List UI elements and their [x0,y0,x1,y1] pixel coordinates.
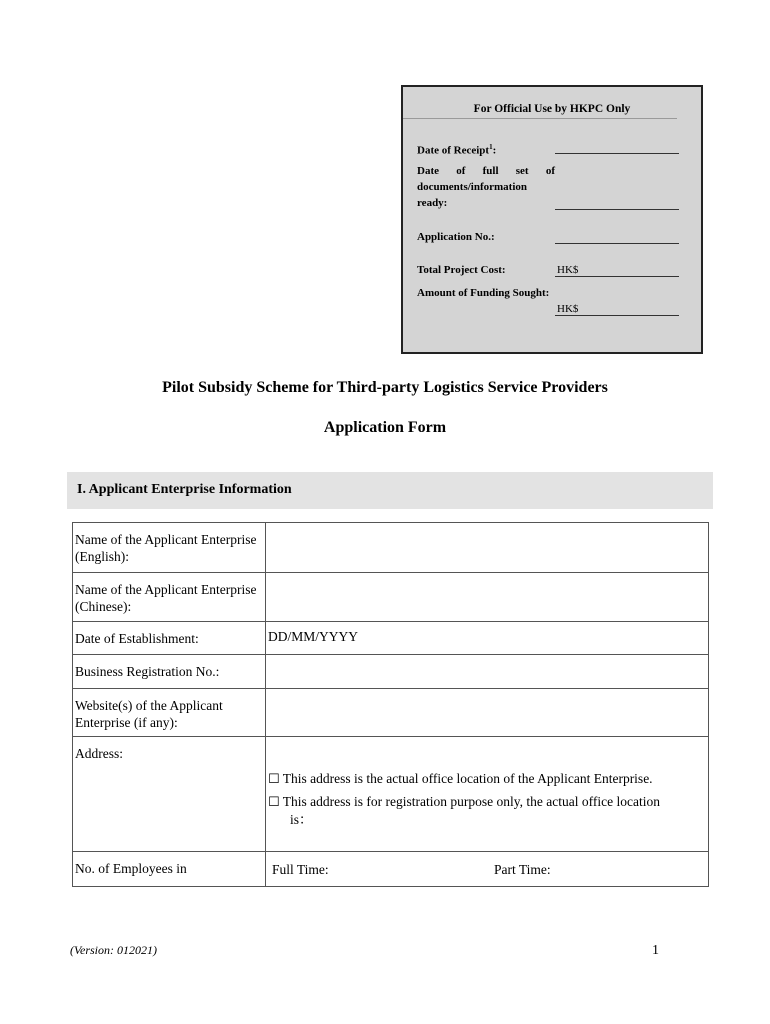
section-heading: I. Applicant Enterprise Information [77,482,292,497]
full-time-label: Full Time: [272,862,329,877]
website-label: Website(s) of the Applicant Enterprise (if any): [73,689,266,737]
address-option-actual[interactable] [268,771,706,788]
name-english-input[interactable] [266,523,709,573]
checkbox-icon[interactable]: ☐ [268,795,280,810]
table-row [73,852,709,887]
table-row [73,573,709,622]
name-chinese-input[interactable] [266,573,709,622]
date-docs-ready-label: Date of full set of documents/information ready: [417,165,555,209]
table-row [73,622,709,655]
official-use-header: For Official Use by HKPC Only [473,103,631,115]
date-establishment-input[interactable]: DD/MM/YYYY [266,622,709,655]
page-subtitle: Application Form [323,419,447,436]
amount-funding-label: Amount of Funding Sought: [417,287,550,299]
page-title: Pilot Subsidy Scheme for Third-party Logistics Service Providers [162,379,608,396]
total-project-cost-currency: HK$ [557,264,579,276]
table-row [73,523,709,573]
total-project-cost-label: Total Project Cost: [417,264,506,276]
name-english-label: Name of the Applicant Enterprise (English): [73,523,266,573]
application-no-field[interactable] [555,229,679,244]
official-header-divider [403,118,677,119]
business-registration-label: Business Registration No.: [73,655,266,689]
address-option-registration[interactable] [268,794,706,811]
total-project-cost-field[interactable] [555,262,679,277]
date-of-receipt-field[interactable] [555,139,679,154]
employees-label: No. of Employees in [73,852,266,887]
website-input[interactable] [266,689,709,737]
part-time-label: Part Time: [494,862,551,877]
version-label: (Version: 012021) [70,943,157,957]
address-option-registration-cont: is： [290,812,313,827]
amount-funding-currency: HK$ [557,303,579,315]
applicant-info-table [72,522,709,887]
page-number: 1 [652,943,659,958]
date-establishment-label: Date of Establishment: [73,622,266,655]
address-option-actual-label: This address is the actual office location of the Applicant Enterprise. [282,771,653,786]
section-heading-bar [67,472,713,509]
address-label: Address: [73,737,266,852]
table-row [73,689,709,737]
date-docs-ready-field[interactable] [555,195,679,210]
table-row [73,655,709,689]
table-row [73,737,709,852]
amount-funding-field[interactable] [555,301,679,316]
application-no-label: Application No.: [417,231,495,243]
checkbox-icon[interactable]: ☐ [268,772,280,787]
name-chinese-label: Name of the Applicant Enterprise (Chinese): [73,573,266,622]
official-use-box [401,85,703,354]
employees-cell [266,852,709,887]
date-of-receipt-label: Date of Receipt$^1$: [417,143,497,157]
address-option-registration-label: This address is for registration purpose only, the actual office location [282,794,660,809]
business-registration-input[interactable] [266,655,709,689]
address-options [266,737,709,852]
